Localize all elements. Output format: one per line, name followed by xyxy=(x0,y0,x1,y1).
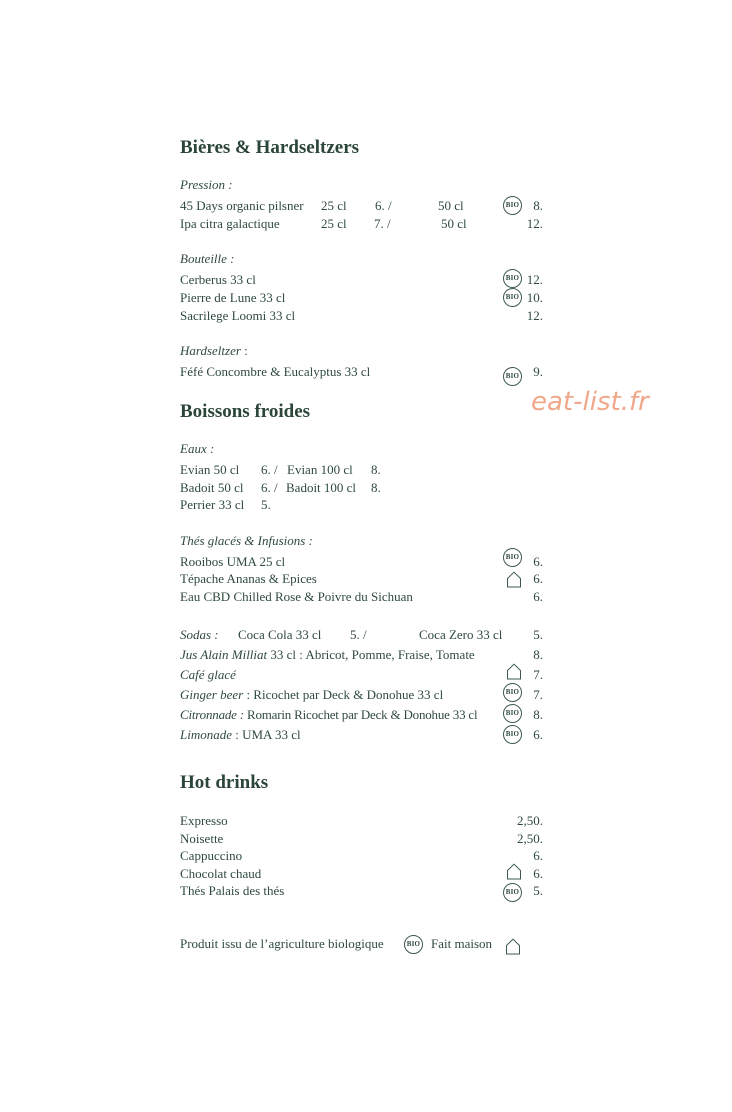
bio-badge-icon: BIO xyxy=(503,269,522,288)
item-name: Coca Zero 33 cl xyxy=(419,627,503,642)
item-price: 7. / xyxy=(374,216,391,231)
item-size: 50 cl xyxy=(441,216,467,231)
item-price: 12. xyxy=(526,216,543,231)
item-price: 8. xyxy=(533,198,543,213)
subsection-label-eaux: Eaux : xyxy=(180,441,215,456)
item-price: 8. xyxy=(371,462,381,477)
item-desc: : Ricochet par Deck & Donohue 33 cl xyxy=(243,687,444,702)
item-label: Citronnade : xyxy=(180,707,244,722)
item-price: 2,50. xyxy=(517,813,543,828)
bio-badge-icon: BIO xyxy=(503,883,522,902)
item-name: Ipa citra galactique xyxy=(180,216,280,231)
item-label: Sodas : xyxy=(180,627,219,642)
item-name: Perrier 33 cl xyxy=(180,497,245,512)
legend-house-text: Fait maison xyxy=(431,936,493,951)
subsection-label-hardseltzer xyxy=(180,343,248,359)
item-price: 5. xyxy=(261,497,271,512)
bio-badge-icon: BIO xyxy=(503,196,522,215)
item-name: Cappuccino xyxy=(180,848,243,863)
item-price: 5. xyxy=(533,883,543,898)
item-size: 25 cl xyxy=(321,198,347,213)
subsection-label-pression: Pression : xyxy=(180,177,233,192)
section-title-bieres: Bières & Hardseltzers xyxy=(180,137,360,158)
item-name: Noisette xyxy=(180,831,224,846)
item-name xyxy=(180,707,477,723)
item-price: 10. xyxy=(526,290,543,305)
item-price: 8. xyxy=(533,707,543,722)
bio-badge-icon: BIO xyxy=(503,288,522,307)
watermark: eat-list.fr xyxy=(531,387,649,417)
item-price: 6. / xyxy=(261,462,278,477)
item-label: Café glacé xyxy=(180,667,236,682)
item-label: Limonade xyxy=(180,727,232,742)
item-desc: 33 cl : Abricot, Pomme, Fraise, Tomate xyxy=(267,647,475,662)
subsection-label-bouteille: Bouteille : xyxy=(180,251,235,266)
bio-badge-icon: BIO xyxy=(503,683,522,702)
house-icon xyxy=(505,938,521,955)
bio-badge-icon: BIO xyxy=(503,725,522,744)
item-price: 12. xyxy=(526,308,543,323)
item-price: 6. xyxy=(533,571,543,586)
item-name: Badoit 100 cl xyxy=(286,480,357,495)
legend-bio-text: Produit issu de l’agriculture biologique xyxy=(180,936,384,951)
item-price: 6. xyxy=(533,848,543,863)
item-price: 6. xyxy=(533,554,543,569)
label-text: Hardseltzer xyxy=(180,343,241,358)
item-name xyxy=(180,687,443,703)
item-desc: : UMA 33 cl xyxy=(232,727,301,742)
item-price: 6. xyxy=(533,866,543,881)
item-name: Expresso xyxy=(180,813,228,828)
item-name: Chocolat chaud xyxy=(180,866,262,881)
item-name: Badoit 50 cl xyxy=(180,480,244,495)
bio-badge-icon: BIO xyxy=(503,704,522,723)
section-title-froides: Boissons froides xyxy=(180,401,311,422)
item-name: Féfé Concombre & Eucalyptus 33 cl xyxy=(180,364,371,379)
label-suffix: : xyxy=(240,343,248,358)
item-price: 12. xyxy=(526,272,543,287)
item-price: 7. xyxy=(533,687,543,702)
item-name xyxy=(180,667,236,683)
item-name: 45 Days organic pilsner xyxy=(180,198,304,213)
item-price: 6. xyxy=(533,727,543,742)
item-name: Pierre de Lune 33 cl xyxy=(180,290,286,305)
section-title-hot: Hot drinks xyxy=(180,772,269,793)
item-name xyxy=(180,647,475,663)
item-label: Jus Alain Milliat xyxy=(180,647,268,662)
item-label: Ginger beer xyxy=(180,687,244,702)
item-name: Sacrilege Loomi 33 cl xyxy=(180,308,296,323)
item-name: Coca Cola 33 cl xyxy=(238,627,322,642)
item-size: 50 cl xyxy=(438,198,464,213)
item-price: 8. xyxy=(533,647,543,662)
item-name: Cerberus 33 cl xyxy=(180,272,256,287)
item-price: 5. / xyxy=(350,627,367,642)
item-name xyxy=(180,727,301,743)
item-price: 8. xyxy=(371,480,381,495)
item-price: 2,50. xyxy=(517,831,543,846)
item-price: 6. / xyxy=(261,480,278,495)
subsection-label-thes: Thés glacés & Infusions : xyxy=(180,533,313,548)
item-name: Rooibos UMA 25 cl xyxy=(180,554,286,569)
item-size: 25 cl xyxy=(321,216,347,231)
item-desc: Romarin Ricochet par Deck & Donohue 33 cl xyxy=(243,707,478,722)
item-price: 6. / xyxy=(375,198,392,213)
bio-badge-icon: BIO xyxy=(404,935,423,954)
item-price: 9. xyxy=(533,364,543,379)
item-name: Tépache Ananas & Epices xyxy=(180,571,317,586)
bio-badge-icon: BIO xyxy=(503,367,522,386)
item-price: 5. xyxy=(533,627,543,642)
bio-badge-icon: BIO xyxy=(503,548,522,567)
item-price: 7. xyxy=(533,667,543,682)
item-name: Thés Palais des thés xyxy=(180,883,285,898)
item-name: Evian 100 cl xyxy=(287,462,353,477)
item-price: 6. xyxy=(533,589,543,604)
item-name: Eau CBD Chilled Rose & Poivre du Sichuan xyxy=(180,589,413,604)
item-name: Evian 50 cl xyxy=(180,462,240,477)
